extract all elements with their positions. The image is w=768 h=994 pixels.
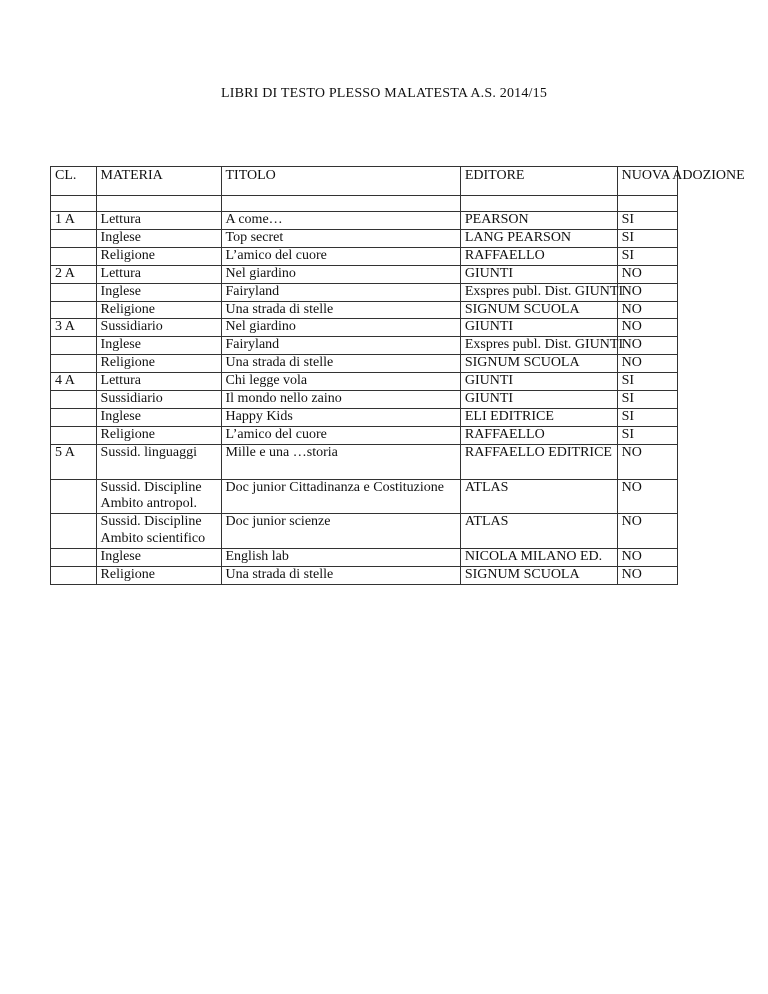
cell-nuova: SI (617, 247, 677, 265)
cell-editore: ATLAS (460, 514, 617, 549)
cell-classe (51, 247, 97, 265)
table-row (51, 229, 678, 247)
cell-nuova: NO (617, 549, 677, 567)
cell-editore: PEARSON (460, 212, 617, 230)
cell-editore: SIGNUM SCUOLA (460, 301, 617, 319)
cell-nuova: NO (617, 283, 677, 301)
cell-nuova: SI (617, 212, 677, 230)
cell-nuova: NO (617, 444, 677, 479)
table-row (51, 265, 678, 283)
table-row (51, 567, 678, 585)
cell-editore: ELI EDITRICE (460, 408, 617, 426)
cell-materia: Inglese (96, 549, 221, 567)
table-row (51, 549, 678, 567)
cell-classe (51, 514, 97, 549)
cell-editore: Exspres publ. Dist. GIUNTI (460, 283, 617, 301)
cell-titolo: Il mondo nello zaino (221, 391, 460, 409)
header-materia: MATERIA (96, 167, 221, 196)
table-row (51, 479, 678, 514)
cell-materia: Sussidiario (96, 391, 221, 409)
cell-materia: Religione (96, 426, 221, 444)
cell-titolo: Chi legge vola (221, 373, 460, 391)
table-row (51, 301, 678, 319)
cell-classe: 3 A (51, 319, 97, 337)
cell-nuova: SI (617, 408, 677, 426)
table-row (51, 355, 678, 373)
header-editore: EDITORE (460, 167, 617, 196)
header-nuova-adozione: NUOVA ADOZIONE (617, 167, 677, 196)
cell-editore: SIGNUM SCUOLA (460, 355, 617, 373)
table-spacer-row (51, 196, 678, 212)
cell-titolo: Fairyland (221, 283, 460, 301)
document-title: LIBRI DI TESTO PLESSO MALATESTA A.S. 2014/15 (220, 86, 548, 101)
cell-titolo: Nel giardino (221, 319, 460, 337)
cell-editore: GIUNTI (460, 319, 617, 337)
cell-nuova: NO (617, 301, 677, 319)
cell-editore: GIUNTI (460, 391, 617, 409)
cell-materia: Sussid. linguaggi (96, 444, 221, 479)
cell-materia: Inglese (96, 337, 221, 355)
cell-materia: Sussidiario (96, 319, 221, 337)
cell-titolo: Una strada di stelle (221, 355, 460, 373)
cell-editore: LANG PEARSON (460, 229, 617, 247)
cell-nuova: NO (617, 319, 677, 337)
cell-nuova: NO (617, 567, 677, 585)
cell-classe: 1 A (51, 212, 97, 230)
cell-materia: Religione (96, 567, 221, 585)
cell-classe (51, 283, 97, 301)
cell-editore: GIUNTI (460, 373, 617, 391)
cell-materia: Sussid. Discipline Ambito antropol. (96, 479, 221, 514)
cell-classe (51, 567, 97, 585)
cell-classe: 4 A (51, 373, 97, 391)
cell-editore: RAFFAELLO EDITRICE (460, 444, 617, 479)
cell-titolo: Una strada di stelle (221, 567, 460, 585)
cell-classe (51, 355, 97, 373)
cell-titolo: L’amico del cuore (221, 247, 460, 265)
header-classe: CL. (51, 167, 97, 196)
cell-editore: SIGNUM SCUOLA (460, 567, 617, 585)
table-row (51, 444, 678, 479)
cell-nuova: SI (617, 373, 677, 391)
cell-classe: 5 A (51, 444, 97, 479)
cell-classe (51, 549, 97, 567)
cell-classe (51, 426, 97, 444)
table-row (51, 514, 678, 549)
cell-editore: ATLAS (460, 479, 617, 514)
textbook-table (50, 166, 745, 585)
cell-editore: Exspres publ. Dist. GIUNTI (460, 337, 617, 355)
cell-classe (51, 301, 97, 319)
cell-titolo: Doc junior scienze (221, 514, 460, 549)
cell-editore: RAFFAELLO (460, 247, 617, 265)
cell-classe (51, 479, 97, 514)
cell-materia: Lettura (96, 212, 221, 230)
table-row (51, 247, 678, 265)
cell-nuova: NO (617, 514, 677, 549)
cell-materia: Sussid. Discipline Ambito scientifico (96, 514, 221, 549)
table-row (51, 408, 678, 426)
cell-nuova: NO (617, 265, 677, 283)
header-titolo: TITOLO (221, 167, 460, 196)
cell-materia: Religione (96, 355, 221, 373)
table-header-row (51, 167, 678, 196)
cell-classe (51, 337, 97, 355)
table-row (51, 319, 678, 337)
cell-titolo: A come… (221, 212, 460, 230)
table-row (51, 373, 678, 391)
cell-titolo: Fairyland (221, 337, 460, 355)
table-row (51, 337, 678, 355)
cell-titolo: Top secret (221, 229, 460, 247)
cell-materia: Inglese (96, 229, 221, 247)
cell-classe (51, 391, 97, 409)
cell-nuova: NO (617, 355, 677, 373)
table-row (51, 283, 678, 301)
cell-nuova: SI (617, 391, 677, 409)
cell-titolo: Happy Kids (221, 408, 460, 426)
cell-materia: Religione (96, 247, 221, 265)
cell-materia: Religione (96, 301, 221, 319)
cell-titolo: Nel giardino (221, 265, 460, 283)
table-row (51, 426, 678, 444)
cell-materia: Inglese (96, 408, 221, 426)
cell-editore: GIUNTI (460, 265, 617, 283)
cell-titolo: Doc junior Cittadinanza e Costituzione (221, 479, 460, 514)
cell-titolo: English lab (221, 549, 460, 567)
cell-editore: NICOLA MILANO ED. (460, 549, 617, 567)
cell-materia: Inglese (96, 283, 221, 301)
cell-nuova: NO (617, 479, 677, 514)
cell-nuova: SI (617, 426, 677, 444)
table-row (51, 391, 678, 409)
cell-materia: Lettura (96, 373, 221, 391)
cell-materia: Lettura (96, 265, 221, 283)
cell-classe (51, 408, 97, 426)
cell-classe (51, 229, 97, 247)
cell-titolo: L’amico del cuore (221, 426, 460, 444)
cell-titolo: Mille e una …storia (221, 444, 460, 479)
table-row (51, 212, 678, 230)
cell-titolo: Una strada di stelle (221, 301, 460, 319)
cell-nuova: NO (617, 337, 677, 355)
cell-classe: 2 A (51, 265, 97, 283)
cell-nuova: SI (617, 229, 677, 247)
cell-editore: RAFFAELLO (460, 426, 617, 444)
